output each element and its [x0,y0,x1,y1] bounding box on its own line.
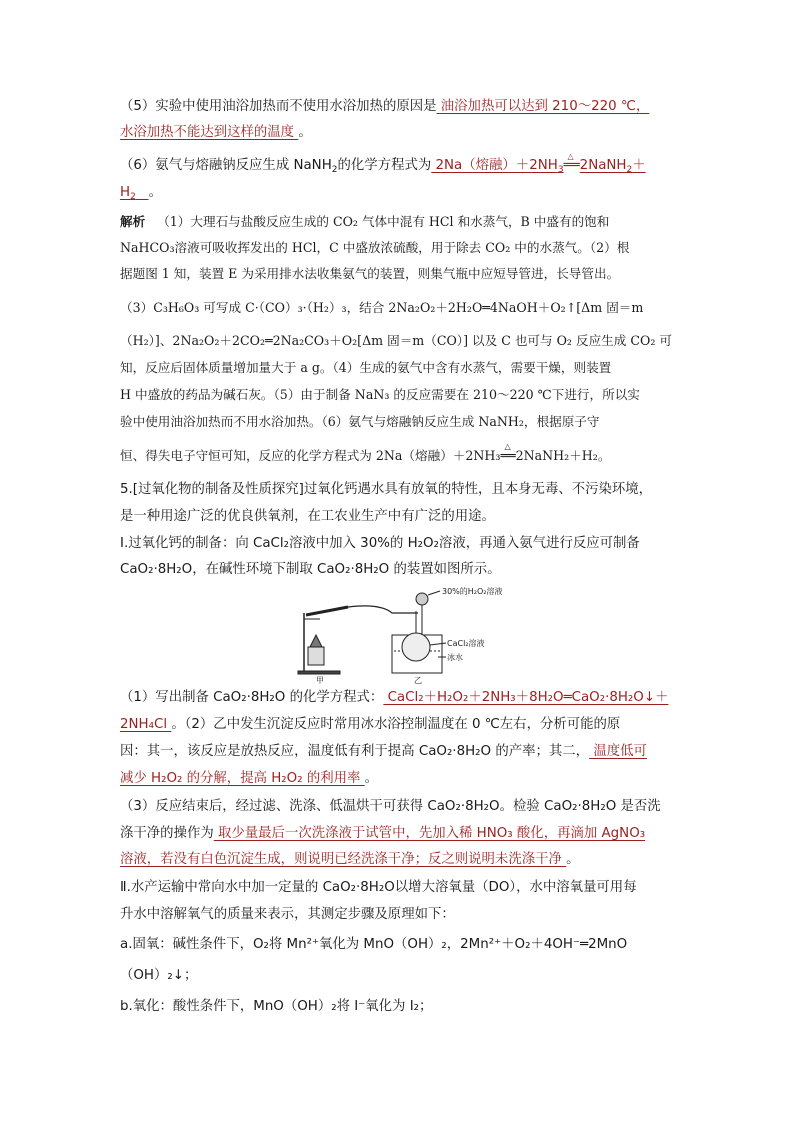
jiexi-line3 [120,264,680,284]
separatory-funnel [416,593,428,605]
q6-ans-a: 2Na（熔融）＋2NH [431,158,558,173]
part2-step-b-1: b.氧化：酸性条件下，MnO（OH）₂将 I⁻氧化为 I₂； [120,999,433,1014]
q5main-line4 [120,560,680,580]
p3-end: 。 [566,852,580,867]
reaction-flask [402,633,430,661]
q6-ans-c: ＋ [632,158,646,173]
q6-prefix2: 的化学方程式为 [337,158,432,173]
p1-answer-2: 2NH₄Cl [120,717,172,732]
label-leader-2 [430,643,446,645]
q5-answer-part2: 水浴加热不能达到这样的温度 [120,125,299,140]
q5-answer-part1: 油浴加热可以达到 210～220 ℃， [436,99,650,114]
jiexi-line7 [120,385,680,405]
jiexi-text-7: H 中盛放的药品为碱石灰。（5）由于制备 NaN₃ 的反应需要在 210～220 ℃下进行，所以实 [120,387,640,402]
jiexi-text-1: （1）大理石与盐酸反应生成的 CO₂ 气体中混有 HCl 和水蒸气，B 中盛有的饱和 [157,214,610,229]
jiexi-text-2: NaHCO₃溶液可吸收挥发出的 HCl，C 中盛放浓硫酸，用于除去 CO₂ 中的水蒸气。（2）根 [120,240,630,255]
q6-ans-b-sub: 2 [626,165,633,175]
p1-answer-1: CaCl₂＋H₂O₂＋2NH₃＋8H₂O═CaO₂·8H₂O↓＋ [383,690,669,705]
jiexi-line2 [120,238,680,258]
p3-text-2: 涤干净的操作为 [120,826,214,841]
part2-line2 [120,905,680,925]
p1-text-3a: 因：其一，该反应是放热反应，温度低有利于提高 CaO₂·8H₂O 的产率；其二， [120,744,590,759]
jiexi-text-9b: 2NaNH₂＋H₂。 [515,448,611,463]
jiexi-text-8: 验中使用油浴加热而不用水浴加热。（6）氨气与熔融钠反应生成 NaNH₂，根据原子守 [120,414,600,429]
q5-end: 。 [298,125,312,140]
figure-label-cacl2: CaCl₂溶液 [447,639,485,648]
jiexi-label: 解析 [120,214,146,229]
p1-line1 [120,688,680,708]
q6-ans-b: 2NaNH [579,158,627,173]
p3-line3 [120,850,680,870]
jiexi-text-4: （3）C₃H₆O₃ 可写成 C·（CO）₃·（H₂）₃，结合 2Na₂O₂＋2H₂O═4NaOH＋O₂↑[Δm 固＝m [120,300,644,315]
p1-answer-4: 减少 H₂O₂ 的分解，提高 H₂O₂ 的利用率 [120,771,365,786]
q6-line2 [120,183,680,207]
q5main-line1 [120,480,680,500]
heat-equals-sign: △ ══ [564,156,580,176]
q5-line1 [120,97,680,117]
q5main-text-2: 是一种用途广泛的优良供氧剂，在工农业生产中有广泛的用途。 [120,509,495,524]
q6-ans-h: H [120,185,131,200]
part2-text-1: Ⅱ.水产运输中常向水中加一定量的 CaO₂·8H₂O以增大溶氧量（DO），水中溶氧量可用每 [120,880,637,895]
p1-line3 [120,742,680,762]
q5main-text-4: CaO₂·8H₂O，在碱性环境下制取 CaO₂·8H₂O 的装置如图所示。 [120,562,501,577]
q5-prefix: （5）实验中使用油浴加热而不使用水浴加热的原因是 [120,99,437,114]
part2-step-a-1: a.固氧：碱性条件下，O₂将 Mn²⁺氧化为 MnO（OH）₂，2Mn²⁺＋O₂＋4OH⁻═2MnO [120,937,628,952]
p3-line2 [120,824,680,844]
label-leader-1 [428,591,440,595]
p1-prefix: （1）写出制备 CaO₂·8H₂O 的化学方程式： [120,690,384,705]
jiexi-line1 [120,212,680,232]
q6-end: 。 [148,185,162,200]
figure-label-yi: 乙 [414,676,422,685]
jiexi-line8 [120,412,680,432]
part2-line1 [120,878,680,898]
jiexi-line9 [120,446,680,466]
q5main-text-1: 5.[过氧化物的制备及性质探究]过氧化钙遇水具有放氧的特性，且本身无毒、不污染环境， [120,482,653,497]
q6-answer [431,158,645,173]
alcohol-lamp [308,647,324,665]
part2-a1 [120,935,680,955]
figure-label-jia: 甲 [316,676,324,685]
jiexi-line4 [120,298,680,318]
q5main-line2 [120,507,680,527]
p1-end: 。 [364,771,379,786]
part2-text-2: 升水中溶解氧气的质量来表示，其测定步骤及原理如下： [120,907,455,922]
jiexi-text-3: 据题图 1 知，装置 E 为采用排水法收集氨气的装置，则集气瓶中应短导管进，长导管出。 [120,266,620,281]
jiexi-text-5: （H₂）]、2Na₂O₂＋2CO₂═2Na₂CO₃＋O₂[Δm 固＝m（CO）] 以及 C 也可与 O₂ 反应生成 CO₂ 可 [120,333,672,348]
jiexi-line5 [120,331,680,351]
part2-b1 [120,997,680,1017]
q6-prefix: （6）氨气与熔融钠反应生成 NaNH [120,158,332,173]
p1-line2 [120,715,680,735]
p3-answer-1: 取少量最后一次洗涤液于试管中，先加入稀 HNO₃ 酸化，再滴加 AgNO₃ [213,826,646,841]
p3-answer-2: 溶液，若没有白色沉淀生成，则说明已经洗涤干净；反之则说明未洗涤干净 [120,852,567,867]
q6-line1 [120,156,680,180]
apparatus-figure [290,585,510,685]
p1-mid: 。（2）乙中发生沉淀反应时常用冰水浴控制温度在 0 ℃左右，分析可能的原 [171,717,621,732]
figure-label-h2o2: 30%的H₂O₂溶液 [442,587,503,596]
jiexi-line6 [120,358,680,378]
p1-answer-3: 温度低可 [589,744,647,759]
q5-line2 [120,123,680,143]
figure-label-ice: 冰水 [447,653,463,662]
apparatus-yi [392,591,446,673]
part2-step-a-2: （OH）₂↓； [120,968,198,983]
q6-prefix-sub: 2 [331,165,338,175]
apparatus-jia [298,606,418,674]
p1-line4 [120,769,680,789]
jiexi-text-6: 知，反应后固体质量增加量大于 a g。（4）生成的氨气中含有水蒸气，需要干燥，则装置 [120,360,612,375]
delivery-tube [348,606,418,613]
q6-ans-a-sub: 3 [557,165,564,175]
test-tube [306,607,348,615]
stand-base [298,671,340,674]
jiexi-text-9a: 恒、得失电子守恒可知，反应的化学方程式为 2Na（熔融）＋2NH₃ [120,448,501,463]
q6-answer-line2 [120,185,149,200]
q5main-line3 [120,534,680,554]
heat-equals-sign-2: △ ══ [500,446,515,466]
flame-icon [310,635,322,647]
part2-a2 [120,966,680,986]
q5main-text-3: Ⅰ.过氧化钙的制备：向 CaCl₂溶液中加入 30%的 H₂O₂溶液，再通入氨气进行反应可制备 [120,536,640,551]
p3-text-1: （3）反应结束后，经过滤、洗涤、低温烘干可获得 CaO₂·8H₂O。检验 CaO₂·8H₂O 是否洗 [120,799,661,814]
q6-ans-h-sub: 2 [130,192,136,202]
p3-line1 [120,797,680,817]
